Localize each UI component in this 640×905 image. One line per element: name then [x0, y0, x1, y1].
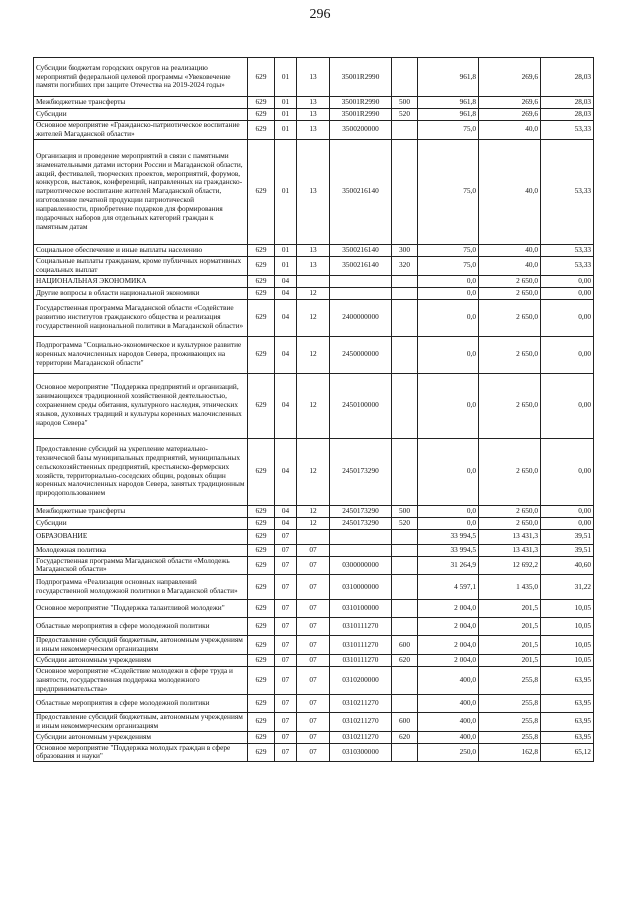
row-subsection-code: 13 [297, 256, 330, 275]
row-section-code: 07 [275, 600, 297, 618]
row-ved-code: 629 [248, 575, 275, 600]
row-executed-amount: 255,8 [479, 667, 541, 695]
row-subsection-code: 07 [297, 618, 330, 636]
row-executed-amount: 1 435,0 [479, 575, 541, 600]
row-subsection-code: 13 [297, 244, 330, 256]
row-expense-type [392, 529, 418, 544]
row-subsection-code: 13 [297, 121, 330, 140]
row-name: Предоставление субсидий бюджетным, автономным учреждениям и иным некоммерческим организациям [34, 712, 248, 731]
row-target-article: 0310111270 [330, 655, 392, 667]
row-plan-amount: 4 597,1 [418, 575, 479, 600]
row-section-code: 07 [275, 618, 297, 636]
row-execution-percent: 0,00 [541, 299, 594, 336]
row-name: ОБРАЗОВАНИЕ [34, 529, 248, 544]
row-expense-type: 500 [392, 505, 418, 517]
row-target-article: 35001R2990 [330, 109, 392, 121]
row-target-article: 0310200000 [330, 667, 392, 695]
row-ved-code: 629 [248, 505, 275, 517]
row-name: Областные мероприятия в сфере молодежной политики [34, 618, 248, 636]
row-expense-type [392, 121, 418, 140]
row-subsection-code [297, 529, 330, 544]
row-subsection-code: 07 [297, 712, 330, 731]
row-target-article [330, 544, 392, 556]
row-section-code: 01 [275, 139, 297, 244]
table-row [34, 275, 594, 287]
row-name: Организация и проведение мероприятий в связи с памятными знаменательными датами истории России и Магаданской области, акций, фестивалей, творческих проектов, мероприятий, форумов, конкурсов, выставок, конференций, направленных на гражданско-патриотическое воспитание жителей Магаданской области, изготовление печатной продукции патриотической направленности, приобретение подарков для формирования подарочных наборов для отдельных категорий граждан к памятным датам [34, 139, 248, 244]
row-ved-code: 629 [248, 275, 275, 287]
row-name: Молодежная политика [34, 544, 248, 556]
row-subsection-code: 12 [297, 299, 330, 336]
row-name: Подпрограмма «Реализация основных направлений государственной молодежной политики в Магаданской области» [34, 575, 248, 600]
row-section-code: 04 [275, 287, 297, 299]
row-execution-percent: 39,51 [541, 529, 594, 544]
row-expense-type [392, 275, 418, 287]
row-plan-amount: 75,0 [418, 256, 479, 275]
table-row [34, 287, 594, 299]
row-target-article: 35001R2990 [330, 58, 392, 97]
row-target-article: 0310111270 [330, 636, 392, 655]
row-execution-percent: 0,00 [541, 505, 594, 517]
row-execution-percent: 53,33 [541, 244, 594, 256]
row-name: Основное мероприятие «Содействие молодежи в сфере труда и занятости, государственная поддержка молодежного предпринимательства» [34, 667, 248, 695]
row-name: Основное мероприятие «Гражданско-патриотическое воспитание жителей Магаданской области» [34, 121, 248, 140]
row-section-code: 04 [275, 373, 297, 438]
table-row [34, 618, 594, 636]
row-execution-percent: 0,00 [541, 438, 594, 505]
row-name: Субсидии автономным учреждениям [34, 731, 248, 743]
row-plan-amount: 31 264,9 [418, 556, 479, 575]
row-name: Государственная программа Магаданской области «Содействие развитию институтов гражданского общества и реализация государственной национальной политики в Магаданской области» [34, 299, 248, 336]
row-expense-type: 620 [392, 731, 418, 743]
row-executed-amount: 269,6 [479, 58, 541, 97]
table-row [34, 600, 594, 618]
row-ved-code: 629 [248, 336, 275, 373]
row-executed-amount: 201,5 [479, 618, 541, 636]
row-expense-type [392, 336, 418, 373]
row-subsection-code: 07 [297, 544, 330, 556]
row-subsection-code: 12 [297, 336, 330, 373]
row-executed-amount: 255,8 [479, 731, 541, 743]
row-ved-code: 629 [248, 121, 275, 140]
row-expense-type [392, 694, 418, 712]
table-row [34, 505, 594, 517]
row-section-code: 01 [275, 109, 297, 121]
row-execution-percent: 0,00 [541, 373, 594, 438]
row-execution-percent: 63,95 [541, 731, 594, 743]
row-executed-amount: 201,5 [479, 655, 541, 667]
row-ved-code: 629 [248, 438, 275, 505]
table-row [34, 373, 594, 438]
row-subsection-code: 07 [297, 556, 330, 575]
row-name: Основное мероприятие "Поддержка молодых граждан в сфере образования и науки" [34, 743, 248, 762]
row-execution-percent: 63,95 [541, 712, 594, 731]
row-section-code: 04 [275, 438, 297, 505]
row-plan-amount: 33 994,5 [418, 529, 479, 544]
row-executed-amount: 2 650,0 [479, 299, 541, 336]
row-expense-type [392, 299, 418, 336]
row-expense-type: 500 [392, 97, 418, 109]
row-target-article: 0310211270 [330, 694, 392, 712]
row-target-article: 2450173290 [330, 517, 392, 529]
row-target-article [330, 275, 392, 287]
row-subsection-code: 07 [297, 636, 330, 655]
row-name: Предоставление субсидий на укрепление материально-технической базы муниципальных предприятий, муниципальных сельскохозяйственных предприятий, крестьянско-фермерских хозяйств, территориально-соседских общин, родовых общин коренных малочисленных народов Севера, занятых традиционным природопользованием [34, 438, 248, 505]
row-name: НАЦИОНАЛЬНАЯ ЭКОНОМИКА [34, 275, 248, 287]
row-target-article: 0310100000 [330, 600, 392, 618]
row-ved-code: 629 [248, 731, 275, 743]
row-name: Другие вопросы в области национальной экономики [34, 287, 248, 299]
table-row [34, 575, 594, 600]
table-row [34, 139, 594, 244]
row-execution-percent: 40,60 [541, 556, 594, 575]
row-name: Межбюджетные трансферты [34, 505, 248, 517]
row-target-article: 3500216140 [330, 139, 392, 244]
row-section-code: 07 [275, 712, 297, 731]
table-row [34, 655, 594, 667]
row-section-code: 01 [275, 97, 297, 109]
row-expense-type [392, 667, 418, 695]
row-ved-code: 629 [248, 556, 275, 575]
row-target-article [330, 287, 392, 299]
table-row [34, 667, 594, 695]
table-row [34, 694, 594, 712]
budget-table [33, 57, 594, 762]
row-plan-amount: 961,8 [418, 97, 479, 109]
row-executed-amount: 40,0 [479, 244, 541, 256]
row-expense-type [392, 438, 418, 505]
row-plan-amount: 75,0 [418, 139, 479, 244]
row-target-article: 2450173290 [330, 505, 392, 517]
row-section-code: 07 [275, 731, 297, 743]
row-plan-amount: 400,0 [418, 694, 479, 712]
row-section-code: 07 [275, 655, 297, 667]
row-ved-code: 629 [248, 373, 275, 438]
row-executed-amount: 2 650,0 [479, 438, 541, 505]
row-name: Социальные выплаты гражданам, кроме публичных нормативных социальных выплат [34, 256, 248, 275]
row-subsection-code: 07 [297, 743, 330, 762]
table-row [34, 556, 594, 575]
row-name: Основное мероприятие "Поддержка предприятий и организаций, занимающихся традиционной хозяйственной деятельностью, сохранением среды обитания, культурного наследия, этнических языков, духовных традиций и культуры коренных малочисленных народов Севера" [34, 373, 248, 438]
row-ved-code: 629 [248, 244, 275, 256]
row-ved-code: 629 [248, 544, 275, 556]
table-row [34, 544, 594, 556]
row-section-code: 01 [275, 58, 297, 97]
row-execution-percent: 31,22 [541, 575, 594, 600]
row-executed-amount: 255,8 [479, 694, 541, 712]
row-execution-percent: 53,33 [541, 121, 594, 140]
row-executed-amount: 13 431,3 [479, 544, 541, 556]
row-plan-amount: 0,0 [418, 287, 479, 299]
row-subsection-code: 07 [297, 655, 330, 667]
row-executed-amount: 2 650,0 [479, 373, 541, 438]
row-section-code: 04 [275, 275, 297, 287]
row-executed-amount: 40,0 [479, 256, 541, 275]
row-executed-amount: 2 650,0 [479, 275, 541, 287]
row-plan-amount: 961,8 [418, 109, 479, 121]
row-section-code: 01 [275, 256, 297, 275]
table-row [34, 58, 594, 97]
row-plan-amount: 75,0 [418, 121, 479, 140]
row-target-article [330, 529, 392, 544]
row-ved-code: 629 [248, 139, 275, 244]
row-target-article: 0310111270 [330, 618, 392, 636]
table-row [34, 438, 594, 505]
row-subsection-code: 07 [297, 600, 330, 618]
table-row [34, 109, 594, 121]
table-row [34, 256, 594, 275]
row-subsection-code: 07 [297, 575, 330, 600]
row-target-article: 2450173290 [330, 438, 392, 505]
row-subsection-code: 13 [297, 109, 330, 121]
row-execution-percent: 10,05 [541, 636, 594, 655]
row-target-article: 2450100000 [330, 373, 392, 438]
row-ved-code: 629 [248, 58, 275, 97]
row-ved-code: 629 [248, 287, 275, 299]
row-plan-amount: 0,0 [418, 373, 479, 438]
row-expense-type [392, 373, 418, 438]
table-row [34, 529, 594, 544]
row-subsection-code: 13 [297, 58, 330, 97]
row-subsection-code: 12 [297, 505, 330, 517]
row-ved-code: 629 [248, 109, 275, 121]
row-plan-amount: 2 004,0 [418, 655, 479, 667]
row-execution-percent: 0,00 [541, 275, 594, 287]
row-execution-percent: 53,33 [541, 256, 594, 275]
row-target-article: 0300000000 [330, 556, 392, 575]
row-execution-percent: 65,12 [541, 743, 594, 762]
row-execution-percent: 39,51 [541, 544, 594, 556]
row-expense-type: 520 [392, 517, 418, 529]
row-plan-amount: 33 994,5 [418, 544, 479, 556]
row-section-code: 07 [275, 636, 297, 655]
row-execution-percent: 63,95 [541, 694, 594, 712]
row-plan-amount: 250,0 [418, 743, 479, 762]
row-plan-amount: 0,0 [418, 517, 479, 529]
row-plan-amount: 400,0 [418, 731, 479, 743]
table-row [34, 244, 594, 256]
row-ved-code: 629 [248, 636, 275, 655]
row-ved-code: 629 [248, 97, 275, 109]
row-executed-amount: 269,6 [479, 109, 541, 121]
row-executed-amount: 162,8 [479, 743, 541, 762]
row-execution-percent: 63,95 [541, 667, 594, 695]
table-row [34, 743, 594, 762]
row-subsection-code: 07 [297, 694, 330, 712]
row-ved-code: 629 [248, 667, 275, 695]
row-execution-percent: 10,05 [541, 618, 594, 636]
row-expense-type: 620 [392, 655, 418, 667]
row-ved-code: 629 [248, 529, 275, 544]
row-executed-amount: 40,0 [479, 139, 541, 244]
row-expense-type [392, 743, 418, 762]
row-section-code: 04 [275, 299, 297, 336]
row-subsection-code [297, 275, 330, 287]
row-executed-amount: 255,8 [479, 712, 541, 731]
row-executed-amount: 2 650,0 [479, 517, 541, 529]
row-plan-amount: 0,0 [418, 505, 479, 517]
row-ved-code: 629 [248, 618, 275, 636]
row-subsection-code: 12 [297, 287, 330, 299]
row-plan-amount: 400,0 [418, 667, 479, 695]
row-section-code: 07 [275, 667, 297, 695]
row-name: Субсидии бюджетам городских округов на реализацию мероприятий федеральной целевой программы «Увековечение памяти погибших при защите Отечества на 2019-2024 годы» [34, 58, 248, 97]
row-plan-amount: 2 004,0 [418, 618, 479, 636]
row-target-article: 2450000000 [330, 336, 392, 373]
row-target-article: 3500216140 [330, 244, 392, 256]
row-execution-percent: 0,00 [541, 336, 594, 373]
row-plan-amount: 961,8 [418, 58, 479, 97]
row-executed-amount: 201,5 [479, 600, 541, 618]
row-executed-amount: 269,6 [479, 97, 541, 109]
row-plan-amount: 0,0 [418, 336, 479, 373]
row-executed-amount: 40,0 [479, 121, 541, 140]
row-executed-amount: 12 692,2 [479, 556, 541, 575]
row-execution-percent: 10,05 [541, 600, 594, 618]
row-expense-type: 300 [392, 244, 418, 256]
row-target-article: 35001R2990 [330, 97, 392, 109]
row-plan-amount: 400,0 [418, 712, 479, 731]
row-name: Субсидии автономным учреждениям [34, 655, 248, 667]
row-execution-percent: 53,33 [541, 139, 594, 244]
row-execution-percent: 28,03 [541, 97, 594, 109]
table-row [34, 97, 594, 109]
row-section-code: 07 [275, 743, 297, 762]
row-subsection-code: 13 [297, 97, 330, 109]
row-ved-code: 629 [248, 299, 275, 336]
row-target-article: 0310000000 [330, 575, 392, 600]
row-section-code: 07 [275, 575, 297, 600]
row-execution-percent: 0,00 [541, 517, 594, 529]
row-executed-amount: 201,5 [479, 636, 541, 655]
row-target-article: 0310211270 [330, 731, 392, 743]
row-section-code: 01 [275, 121, 297, 140]
row-name: Областные мероприятия в сфере молодежной политики [34, 694, 248, 712]
budget-table-body [34, 58, 594, 762]
row-expense-type [392, 544, 418, 556]
row-subsection-code: 07 [297, 667, 330, 695]
row-subsection-code: 12 [297, 438, 330, 505]
table-row [34, 731, 594, 743]
row-expense-type [392, 575, 418, 600]
row-expense-type: 320 [392, 256, 418, 275]
row-execution-percent: 28,03 [541, 58, 594, 97]
row-plan-amount: 2 004,0 [418, 636, 479, 655]
row-name: Субсидии [34, 517, 248, 529]
row-execution-percent: 10,05 [541, 655, 594, 667]
row-ved-code: 629 [248, 743, 275, 762]
row-name: Межбюджетные трансферты [34, 97, 248, 109]
row-name: Государственная программа Магаданской области «Молодежь Магаданской области» [34, 556, 248, 575]
row-target-article: 3500200000 [330, 121, 392, 140]
row-section-code: 04 [275, 517, 297, 529]
row-plan-amount: 0,0 [418, 275, 479, 287]
row-expense-type: 600 [392, 636, 418, 655]
row-expense-type: 600 [392, 712, 418, 731]
row-execution-percent: 28,03 [541, 109, 594, 121]
page-number: 296 [309, 7, 331, 22]
table-row [34, 121, 594, 140]
row-plan-amount: 2 004,0 [418, 600, 479, 618]
row-target-article: 0310211270 [330, 712, 392, 731]
table-row [34, 636, 594, 655]
row-subsection-code: 12 [297, 373, 330, 438]
row-name: Предоставление субсидий бюджетным, автономным учреждениям и иным некоммерческим организациям [34, 636, 248, 655]
row-expense-type [392, 556, 418, 575]
row-name: Подпрограмма "Социально-экономическое и культурное развитие коренных малочисленных народов Севера, проживающих на территории Магаданской области" [34, 336, 248, 373]
row-subsection-code: 13 [297, 139, 330, 244]
row-ved-code: 629 [248, 517, 275, 529]
row-subsection-code: 07 [297, 731, 330, 743]
table-row [34, 517, 594, 529]
row-ved-code: 629 [248, 600, 275, 618]
row-ved-code: 629 [248, 694, 275, 712]
table-row [34, 336, 594, 373]
row-expense-type: 520 [392, 109, 418, 121]
table-row [34, 712, 594, 731]
row-expense-type [392, 287, 418, 299]
row-section-code: 07 [275, 694, 297, 712]
row-executed-amount: 13 431,3 [479, 529, 541, 544]
row-expense-type [392, 139, 418, 244]
row-expense-type [392, 618, 418, 636]
row-section-code: 04 [275, 505, 297, 517]
table-row [34, 299, 594, 336]
row-executed-amount: 2 650,0 [479, 287, 541, 299]
row-executed-amount: 2 650,0 [479, 505, 541, 517]
row-name: Основное мероприятие "Поддержка талантливой молодежи" [34, 600, 248, 618]
row-section-code: 07 [275, 544, 297, 556]
row-name: Субсидии [34, 109, 248, 121]
row-section-code: 07 [275, 556, 297, 575]
row-plan-amount: 0,0 [418, 438, 479, 505]
row-section-code: 07 [275, 529, 297, 544]
row-expense-type [392, 58, 418, 97]
row-execution-percent: 0,00 [541, 287, 594, 299]
row-plan-amount: 0,0 [418, 299, 479, 336]
row-executed-amount: 2 650,0 [479, 336, 541, 373]
row-target-article: 0310300000 [330, 743, 392, 762]
row-name: Социальное обеспечение и иные выплаты населению [34, 244, 248, 256]
row-ved-code: 629 [248, 256, 275, 275]
row-target-article: 3500216140 [330, 256, 392, 275]
row-plan-amount: 75,0 [418, 244, 479, 256]
row-ved-code: 629 [248, 712, 275, 731]
row-section-code: 04 [275, 336, 297, 373]
row-section-code: 01 [275, 244, 297, 256]
row-expense-type [392, 600, 418, 618]
row-target-article: 2400000000 [330, 299, 392, 336]
row-ved-code: 629 [248, 655, 275, 667]
row-subsection-code: 12 [297, 517, 330, 529]
